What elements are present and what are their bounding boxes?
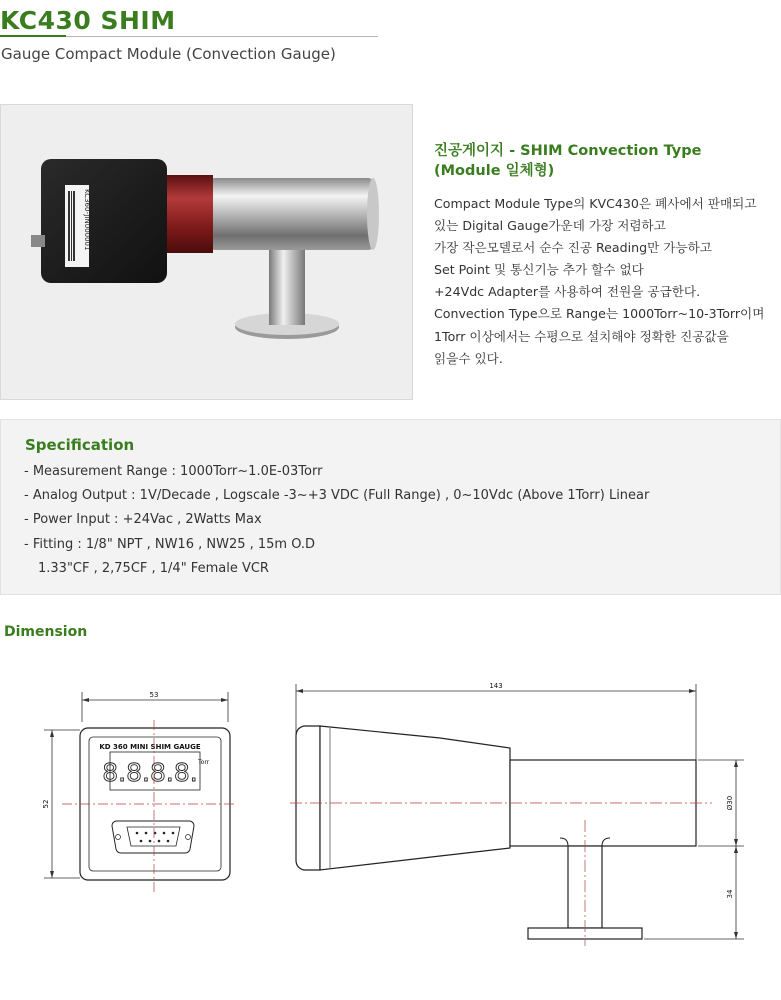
side-diameter-label: Ø30 [726, 795, 734, 811]
front-brand-label: KD 360 MINI SHIM GAUGE [99, 743, 201, 751]
description-line: Convection Type으로 Range는 1000Torr~10-3Torr이며 [434, 306, 765, 322]
dimension-title: Dimension [4, 624, 88, 640]
description-line: 읽을수 있다. [434, 350, 503, 366]
description-line: 1Torr 이상에서는 수평으로 설치해야 정확한 진공값을 [434, 328, 729, 344]
photo-label-serial: KC360-JIN000001 [83, 189, 91, 251]
spec-item: - Fitting : 1/8" NPT , NW16 , NW25 , 15m O.D [24, 536, 316, 552]
page-subtitle: Gauge Compact Module (Convection Gauge) [1, 45, 336, 63]
front-height-label: 52 [42, 799, 50, 809]
convection-gauge-photo-icon [1, 105, 413, 400]
title-divider [0, 36, 378, 37]
side-view [290, 682, 744, 946]
description-line: 가장 작은모델로서 순수 진공 Reading만 가능하고 [434, 240, 712, 256]
specification-title: Specification [25, 436, 135, 454]
description-line: +24Vdc Adapter를 사용하여 전원을 공급한다. [434, 284, 701, 300]
seven-segment-display: 8.8.8.8. [102, 758, 198, 787]
description-text [434, 193, 764, 370]
description-title-line2: (Module 일체형) [434, 163, 555, 179]
description-line: 있는 Digital Gauge가운데 가장 저렴하고 [434, 218, 666, 234]
description-title-line1: 진공게이지 - SHIM Convection Type [434, 143, 702, 159]
display-unit-label: Torr [198, 759, 210, 766]
description-title [434, 141, 701, 181]
spec-item-continuation: 1.33"CF , 2,75CF , 1/4" Female VCR [38, 560, 269, 576]
dimension-drawing [0, 660, 781, 1000]
front-view [42, 691, 236, 892]
spec-item: - Power Input : +24Vac , 2Watts Max [24, 512, 262, 528]
specification-list [24, 460, 649, 581]
spec-item: - Analog Output : 1V/Decade , Logscale -3~+3 VDC (Full Range) , 0~10Vdc (Above 1Torr) Linear [24, 488, 650, 504]
description-line: Compact Module Type의 KVC430은 폐사에서 판매되고 [434, 196, 757, 211]
spec-item: - Measurement Range : 1000Torr~1.0E-03Torr [24, 464, 323, 479]
product-photo [0, 104, 413, 400]
page-title: KC430 SHIM [0, 6, 176, 35]
description-line: Set Point 및 통신기능 추가 할수 없다 [434, 262, 644, 278]
side-stem-label: 34 [726, 889, 734, 899]
side-length-label: 143 [489, 682, 503, 690]
front-width-label: 53 [149, 691, 159, 699]
